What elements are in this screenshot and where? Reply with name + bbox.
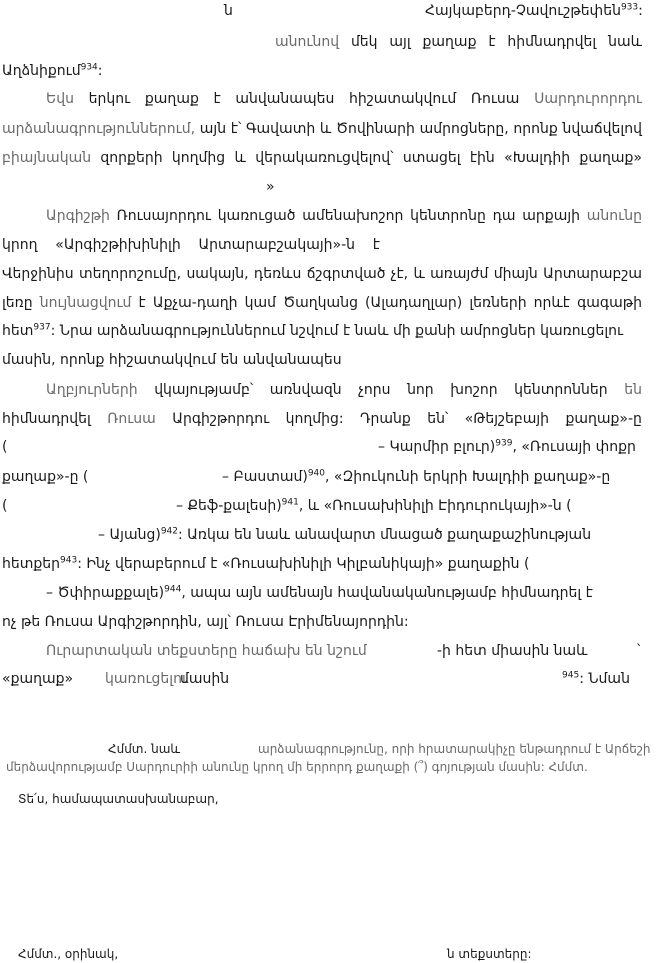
- text-span: Ռուսայորդու: [116, 208, 211, 224]
- text-span: ՝: [637, 643, 641, 659]
- text-span: որևէ: [533, 295, 570, 311]
- text-span: և: [319, 121, 332, 137]
- text-span: – Կարմիր բլուր): [378, 439, 496, 455]
- text-span: այն: [199, 121, 227, 137]
- text-span: [176, 497, 572, 515]
- text-span: երկու: [88, 91, 131, 107]
- text-span: Ծովինարի: [335, 121, 415, 137]
- text-span: : Նրա արձանագրություններում նշվում է նաև մի քանի ամրոցներ կառուցելու: [50, 323, 624, 339]
- text-span: ն: [224, 3, 233, 19]
- paragraph-line: [46, 381, 642, 399]
- text-span: է: [213, 91, 221, 107]
- text-span: են: [624, 382, 642, 398]
- text-span: Եվս: [46, 91, 74, 107]
- text-span: կրող: [2, 237, 38, 253]
- paragraph-line: [2, 120, 642, 138]
- text-span: միայն: [493, 266, 538, 282]
- text-span: սակայն,: [186, 266, 249, 282]
- text-line-3: [2, 62, 103, 80]
- text-span: ստացել: [402, 150, 461, 166]
- text-span: նվաճվելով: [562, 121, 642, 137]
- text-span: քաղաք: [422, 34, 477, 50]
- text-span: են՝: [427, 411, 449, 427]
- text-span: և: [413, 266, 425, 282]
- text-span: կամ: [244, 295, 276, 311]
- text-span: բիայնական: [2, 150, 92, 166]
- text-span: ճշգրտված: [306, 266, 386, 282]
- text-span: զորքերի: [100, 150, 163, 166]
- text-span: , ապա այն ամենայն հավանականությամբ հիմնադրել է: [181, 585, 593, 601]
- text-span: հետ: [2, 323, 34, 339]
- paragraph-line: [98, 526, 591, 544]
- footnote-text: ն տեքստերը:: [447, 947, 532, 961]
- text-span: «քաղաք»: [2, 671, 74, 687]
- text-span: (: [2, 498, 8, 514]
- footnote-text: Տե՛ս, համապատասխանաբար,: [18, 792, 219, 806]
- text-span: [425, 2, 643, 20]
- paragraph-line: [46, 90, 642, 108]
- text-span: քաղաք»-ը: [565, 411, 642, 427]
- text-span: «Թեյշեբայի: [464, 411, 550, 427]
- footnote-ref: 941: [281, 497, 299, 508]
- text-span: Աղբյուրների: [46, 382, 138, 398]
- text-span: [222, 468, 610, 486]
- text-span: քաղաք: [144, 91, 199, 107]
- text-span: Հայկաբերդ-Չավուշթեփեն: [425, 3, 621, 19]
- text-span: գագաթի: [577, 295, 642, 311]
- text-span: «Խալդիի: [504, 150, 571, 166]
- text-span: :: [638, 3, 643, 19]
- footnote-ref: 933: [620, 2, 639, 13]
- text-span: նոր: [407, 382, 434, 398]
- text-span: է: [488, 34, 496, 50]
- text-span: հիմնադրվել: [507, 34, 597, 50]
- text-span: »: [266, 179, 275, 195]
- text-span: լեռը: [2, 295, 33, 311]
- text-span: անունը: [586, 208, 642, 224]
- text-span: հետքեր: [2, 556, 61, 572]
- text-span: տեղորոշումը,: [78, 266, 182, 282]
- footnote-text: Հմմտ. նաև: [108, 742, 181, 756]
- paragraph-line: [2, 410, 642, 428]
- text-span: քաղաք»-ը (: [2, 469, 89, 485]
- text-span: անունով: [275, 34, 340, 50]
- text-span: կողմից:: [285, 411, 344, 427]
- footnote-ref: 942: [160, 526, 179, 537]
- text-span: – Ծփիրաքքալե): [46, 585, 165, 601]
- text-span: , և «Ռուսախինիլի Էիդուրուկայի»-ն (: [298, 498, 572, 514]
- text-span: կառուցած: [217, 208, 296, 224]
- text-span: անվանապես: [235, 91, 335, 107]
- text-span: և: [234, 150, 246, 166]
- text-span: ոչ թե Ռուսա Արգիշթորդին, այլ՝ Ռուսա Էրիմենայորդին:: [2, 614, 409, 630]
- paragraph-line: [46, 584, 593, 602]
- text-span: նույնացվում: [39, 295, 132, 311]
- text-span: էին: [469, 150, 495, 166]
- footnote-ref: 939: [495, 438, 513, 449]
- text-span: (: [2, 439, 8, 455]
- text-span: կառուցելու: [105, 671, 189, 687]
- footnote-ref: 943: [60, 555, 78, 566]
- text-span: վերակառուցվելով՝: [255, 150, 394, 166]
- text-span: Արտարաբշակայի»-ն: [198, 237, 355, 253]
- paragraph-line: [2, 351, 342, 369]
- text-span: : Ինչ վերաբերում է «Ռուսախինիլի Կիլբանիկայի» քաղաքին (: [77, 556, 530, 572]
- text-span: կենտրոններ: [514, 382, 608, 398]
- footnote-ref: 934: [80, 62, 98, 73]
- text-span: չորս: [358, 382, 391, 398]
- text-span: արքայի: [522, 208, 581, 224]
- text-span: : Առկա են նաև անավարտ մնացած քաղաքաշինության: [178, 527, 592, 543]
- text-span: Ծաղկանց: [283, 295, 358, 311]
- text-span: լեռների: [469, 295, 527, 311]
- text-span: արձանագրություններում,: [2, 121, 196, 137]
- paragraph-line: [2, 555, 529, 573]
- text-span: Ուրարտական տեքստերը հաճախ են նշում: [46, 643, 367, 659]
- text-span: որոնք: [513, 121, 558, 137]
- paragraph-line: [2, 236, 380, 254]
- text-span: Սարդուրորդու: [534, 91, 642, 107]
- text-span: մեկ: [350, 34, 378, 50]
- text-span: է: [372, 237, 380, 253]
- paragraph-line: [2, 322, 623, 340]
- text-span: կենտրոնը: [410, 208, 486, 224]
- text-span: Ռուսա: [107, 411, 156, 427]
- text-span: ամենախոշոր: [302, 208, 404, 224]
- text-span: նաև: [608, 34, 642, 50]
- footnote-ref: 940: [307, 468, 325, 479]
- text-span: [562, 670, 630, 688]
- text-span: Գավատի: [246, 121, 316, 137]
- text-span: է՝: [230, 121, 242, 137]
- paragraph-line: [2, 294, 642, 312]
- text-span: առայժմ: [430, 266, 489, 282]
- text-span: դեռևս: [253, 266, 302, 282]
- text-span: Աքչա-դաղի: [152, 295, 238, 311]
- text-span: չէ,: [390, 266, 409, 282]
- text-span: «Արգիշթիխինիլի: [55, 237, 181, 253]
- text-span: մասին, որոնք հիշատակվում են անվանապես: [2, 352, 342, 368]
- footnote-ref: 944: [164, 584, 182, 595]
- text-span: ամրոցները,: [419, 121, 509, 137]
- text-span: հիշատակվում: [348, 91, 457, 107]
- text-span: առնվազն: [269, 382, 342, 398]
- text-span: – Այանց): [98, 527, 161, 543]
- text-span: Արգիշթորդու: [172, 411, 270, 427]
- text-line-2: [275, 33, 642, 51]
- text-line-7: [266, 178, 275, 196]
- paragraph-line: [2, 265, 642, 283]
- footnote-ref: 937: [33, 322, 51, 333]
- text-span: մասին: [180, 671, 230, 687]
- text-span: Դրանք: [359, 411, 411, 427]
- text-span: [378, 438, 636, 456]
- text-span: , «Ռուսայի փոքր: [512, 439, 636, 455]
- text-span: վկայությամբ՝: [154, 382, 254, 398]
- text-span: , «Զիուկունի երկրի Խալդիի քաղաք»-ը: [325, 469, 611, 485]
- text-span: քաղաք»: [579, 150, 642, 166]
- text-span: կողմից: [171, 150, 226, 166]
- paragraph-line: [46, 207, 642, 225]
- text-span: : Նման: [579, 671, 630, 687]
- footnote-text: Հմմտ., օրինակ,: [18, 947, 119, 961]
- text-span: :: [97, 63, 103, 79]
- footnote-text: մերձավորությամբ Սարդուրիի անունը կրող մի երրորդ քաղաքի (՞) գոյության մասին: Հմմտ.: [6, 760, 588, 774]
- text-span: – Քեֆ-քալեսի): [176, 498, 282, 514]
- footnote-ref: 945: [562, 670, 580, 681]
- paragraph-line: [2, 149, 642, 167]
- text-span: Աղձնիքում: [2, 63, 81, 79]
- paragraph-line: [2, 613, 409, 631]
- text-span: խոշոր: [450, 382, 498, 398]
- text-span: դա: [492, 208, 516, 224]
- text-span: (Ալադաղլար): [365, 295, 463, 311]
- text-span: Ռուսա: [470, 91, 520, 107]
- text-span: Վերջինիս: [2, 266, 74, 282]
- text-span: -ի հետ միասին նաև: [437, 643, 588, 659]
- text-span: Արգիշթի: [46, 208, 110, 224]
- text-span: հիմնադրվել: [2, 411, 91, 427]
- text-span: Արտարաբշա: [543, 266, 642, 282]
- text-span: – Բաստամ): [222, 469, 308, 485]
- text-span: այլ: [389, 34, 411, 50]
- text-span: է: [138, 295, 146, 311]
- footnote-text: արձանագրությունը, որի հրատարակիչը ենթադրում է Արճեշի: [258, 742, 651, 756]
